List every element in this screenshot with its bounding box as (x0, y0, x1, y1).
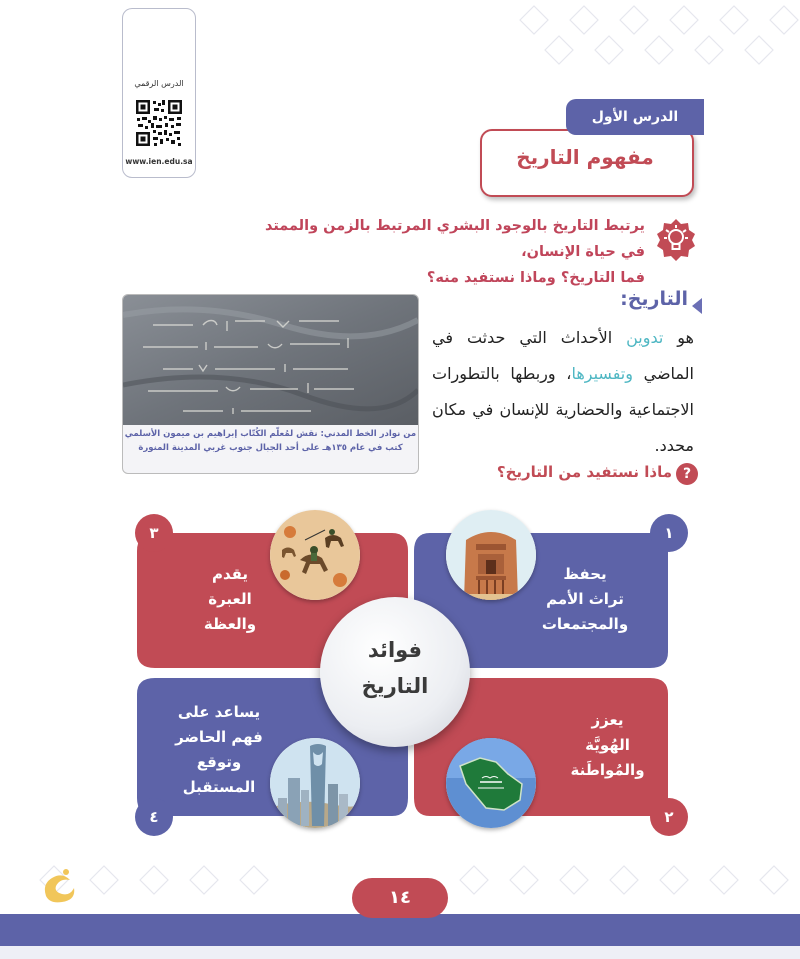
footer-strip (0, 946, 800, 959)
page-title: مفهوم التاريخ (516, 145, 654, 169)
benefit-number-2: ٢ (650, 798, 688, 836)
benefit-1-line-2: تراث الأمم (546, 590, 624, 608)
center-line-1: فوائد (367, 638, 423, 662)
benefit-2-line-3: والمُواطَنة (570, 761, 645, 779)
benefit-number-1: ١ (650, 514, 688, 552)
caption-line-1: من نوادر الخط المدني: نقش لمُعلّم الكُتّاب إبراهيم بن ميمون الأسلمي (124, 429, 417, 439)
saudi-map-icon (446, 738, 536, 828)
publisher-logo-icon (38, 866, 82, 906)
benefit-text-3 (180, 562, 280, 637)
page-number: ١٤ (352, 878, 448, 918)
benefit-1-line-1: يحفظ (563, 565, 607, 583)
benefit-1-line-3: والمجتمعات (541, 615, 629, 633)
benefit-text-4 (160, 700, 278, 800)
intro-line-2: فما التاريخ؟ وماذا نستفيد منه؟ (426, 270, 645, 286)
benefit-3-line-2: العبرة (208, 590, 252, 608)
caption-line-2: كتب في عام ١٣٥هـ على أحد الجبال جنوب غربي المدينة المنورة (138, 443, 403, 453)
digital-lesson-url[interactable]: www.ien.edu.sa (125, 157, 193, 166)
benefit-4-line-2: فهم الحاضر (175, 728, 263, 746)
benefit-number-4: ٤ (135, 798, 173, 836)
digital-lesson-label: الدرس الرقمي (134, 79, 184, 88)
benefit-2-line-2: الهُويَّة (585, 736, 630, 754)
benefit-3-line-1: يقدم (211, 565, 249, 583)
benefit-2-line-1: يعزز (591, 711, 624, 729)
definition-middle: الأحداث التي حدثت في الماضي (432, 328, 695, 383)
question-heading: ماذا نستفيد من التاريخ؟ (496, 463, 672, 481)
keyword-interpretation: وتفسيرها (571, 364, 633, 383)
center-line-2: التاريخ (361, 674, 429, 698)
horsemen-painting-icon (270, 510, 360, 600)
benefit-4-line-1: يساعد على (177, 703, 261, 721)
question-icon: ? (676, 463, 698, 485)
benefit-number-3: ٣ (135, 514, 173, 552)
keyword-recording: تدوين (626, 328, 664, 347)
benefit-text-2 (560, 708, 655, 783)
footer-bar (0, 914, 800, 946)
definition-start: هو (663, 328, 694, 347)
benefit-4-line-4: المستقبل (182, 778, 256, 796)
definition-end: ، وربطها بالتطورات الاجتماعية والحضارية للإنسان في مكان محدد. (432, 364, 694, 455)
city-skyline-icon (270, 738, 360, 828)
benefit-3-line-3: والعظة (203, 615, 257, 633)
history-heading: التاريخ: (620, 288, 688, 310)
benefits-center-title (320, 632, 470, 704)
lesson-tab: الدرس الأول (566, 99, 704, 135)
benefit-text-1 (520, 562, 650, 637)
benefit-4-line-3: وتوقع (196, 753, 242, 771)
intro-line-1: يرتبط التاريخ بالوجود البشري المرتبط بالزمن والممتد في حياة الإنسان، (264, 218, 645, 260)
